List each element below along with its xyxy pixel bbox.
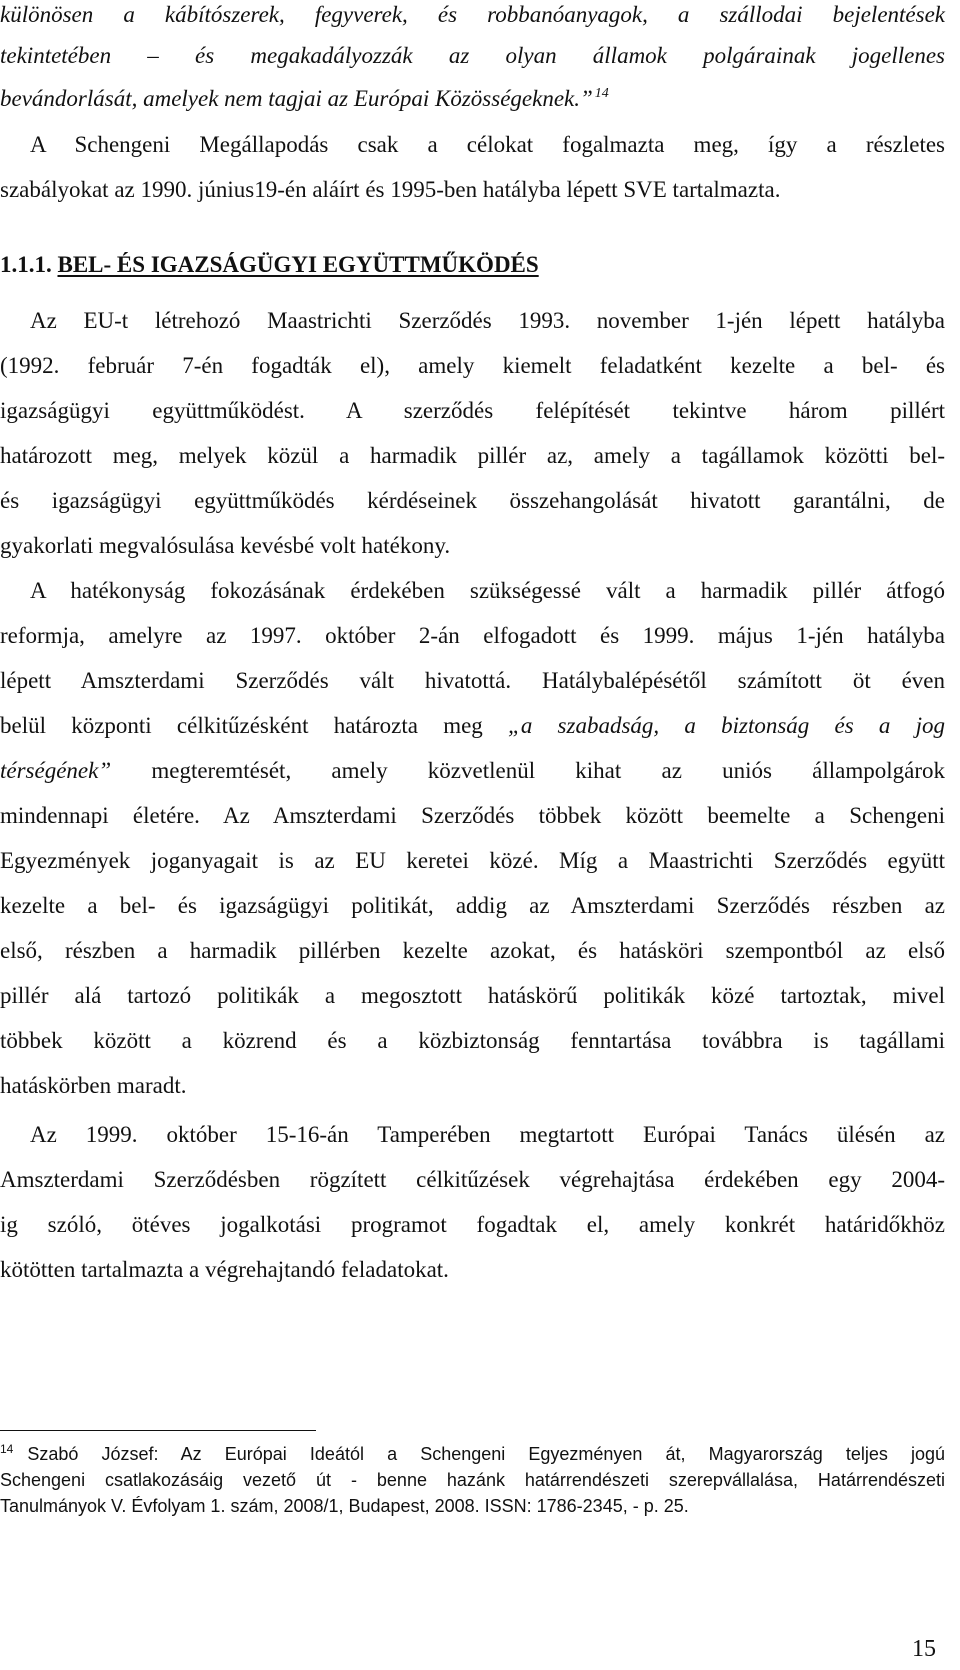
para1-line-1: Az EU-t létrehozó Maastrichti Szerződés 1993. november 1-jén lépett hatályba <box>30 308 945 333</box>
para2-line-4-italic: „a szabadság, a biztonság és a jog <box>508 713 946 738</box>
para1-line-4: határozott meg, melyek közül a harmadik pillér az, amely a tagállamok közötti bel- <box>0 443 945 468</box>
para1-line-6: gyakorlati megvalósulása kevésbé volt hatékony. <box>0 533 451 558</box>
para2-line-8: kezelte a bel- és igazságügyi politikát, addig az Amszterdami Szerződés részben az <box>0 893 945 918</box>
para2-line-5-text: megteremtését, amely közvetlenül kihat az uniós állampolgárok <box>111 758 945 783</box>
para2-line-11: többek között a közrend és a közbiztonság fenntartása továbbra is tagállami <box>0 1028 945 1053</box>
schengen-line-1: A Schengeni Megállapodás csak a célokat fogalmazta meg, így a részletes <box>30 132 945 157</box>
footnote-number: 14 <box>0 1442 14 1456</box>
para2-line-5 <box>0 756 945 786</box>
para2-line-10: pillér alá tartozó politikák a megosztott hatáskörű politikák közé tartoztak, mivel <box>0 983 945 1008</box>
para3-line-4: kötötten tartalmazta a végrehajtandó feladatokat. <box>0 1257 449 1282</box>
para3-line-2: Amszterdami Szerződésben rögzített célkitűzések végrehajtása érdekében egy 2004- <box>0 1167 945 1192</box>
footnote-line-2: Schengeni csatlakozásáig vezető út - benne hazánk határrendészeti szerepvállalása, Határrendészeti <box>0 1470 945 1490</box>
para1-line-2: (1992. február 7-én fogadták el), amely kiemelt feladatként kezelte a bel- és <box>0 353 945 378</box>
para2-line-7: Egyezmények joganyagait is az EU keretei közé. Míg a Maastrichti Szerződés együtt <box>0 848 945 873</box>
para2-line-12: hatáskörben maradt. <box>0 1073 187 1098</box>
page-number: 15 <box>912 1636 936 1662</box>
para2-line-4 <box>0 711 945 741</box>
para3-line-1: Az 1999. október 15-16-án Tamperében megtartott Európai Tanács ülésén az <box>30 1122 945 1147</box>
intro-line-3 <box>0 84 945 118</box>
para2-line-6: mindennapi életére. Az Amszterdami Szerződés többek között beemelte a Schengeni <box>0 803 945 828</box>
para2-line-1: A hatékonyság fokozásának érdekében szükségessé vált a harmadik pillér átfogó <box>30 578 945 603</box>
para1-line-3: igazságügyi együttműködést. A szerződés felépítését tekintve három pillért <box>0 398 945 423</box>
para2-line-4-text: belül központi célkitűzésként határozta meg <box>0 713 509 738</box>
para2-line-9: első, részben a harmadik pillérben kezelte azokat, és hatásköri szempontból az első <box>0 938 945 963</box>
para3-line-3: ig szóló, ötéves jogalkotási programot fogadtak el, amely konkrét határidőkhöz <box>0 1212 945 1237</box>
footnote-line-3: Tanulmányok V. Évfolyam 1. szám, 2008/1, Budapest, 2008. ISSN: 1786-2345, - p. 25. <box>0 1496 689 1516</box>
para2-line-3: lépett Amszterdami Szerződés vált hivatottá. Hatálybalépésétől számított öt éven <box>0 668 945 693</box>
para2-line-2: reformja, amelyre az 1997. október 2-án elfogadott és 1999. május 1-jén hatályba <box>0 623 945 648</box>
para1-line-5: és igazságügyi együttműködés kérdéseinek összehangolását hivatott garantálni, de <box>0 488 945 513</box>
footnote-separator <box>0 1430 316 1431</box>
schengen-line-2: szabályokat az 1990. június19-én aláírt és 1995-ben hatályba lépett SVE tartalmazta. <box>0 177 781 202</box>
footnote-line-1-text: Szabó József: Az Európai Ideától a Schengeni Egyezményen át, Magyarország teljes jogú <box>27 1444 945 1464</box>
section-title: BEL- ÉS IGAZSÁGÜGYI EGYÜTTMŰKÖDÉS <box>57 252 539 277</box>
intro-line-1: különösen a kábítószerek, fegyverek, és robbanóanyagok, a szállodai bejelentések <box>0 2 945 27</box>
section-heading <box>0 250 539 280</box>
section-number: 1.1.1. <box>0 252 52 277</box>
intro-line-2: tekintetében – és megakadályozzák az olyan államok polgárainak jogellenes <box>0 43 945 68</box>
para2-line-5-italic: térségének” <box>0 758 112 783</box>
footnote-line-1 <box>0 1442 945 1468</box>
footnote-reference: 14 <box>594 86 609 101</box>
intro-line-3-text: bevándorlását, amelyek nem tagjai az Európai Közösségeknek.” <box>0 86 593 111</box>
